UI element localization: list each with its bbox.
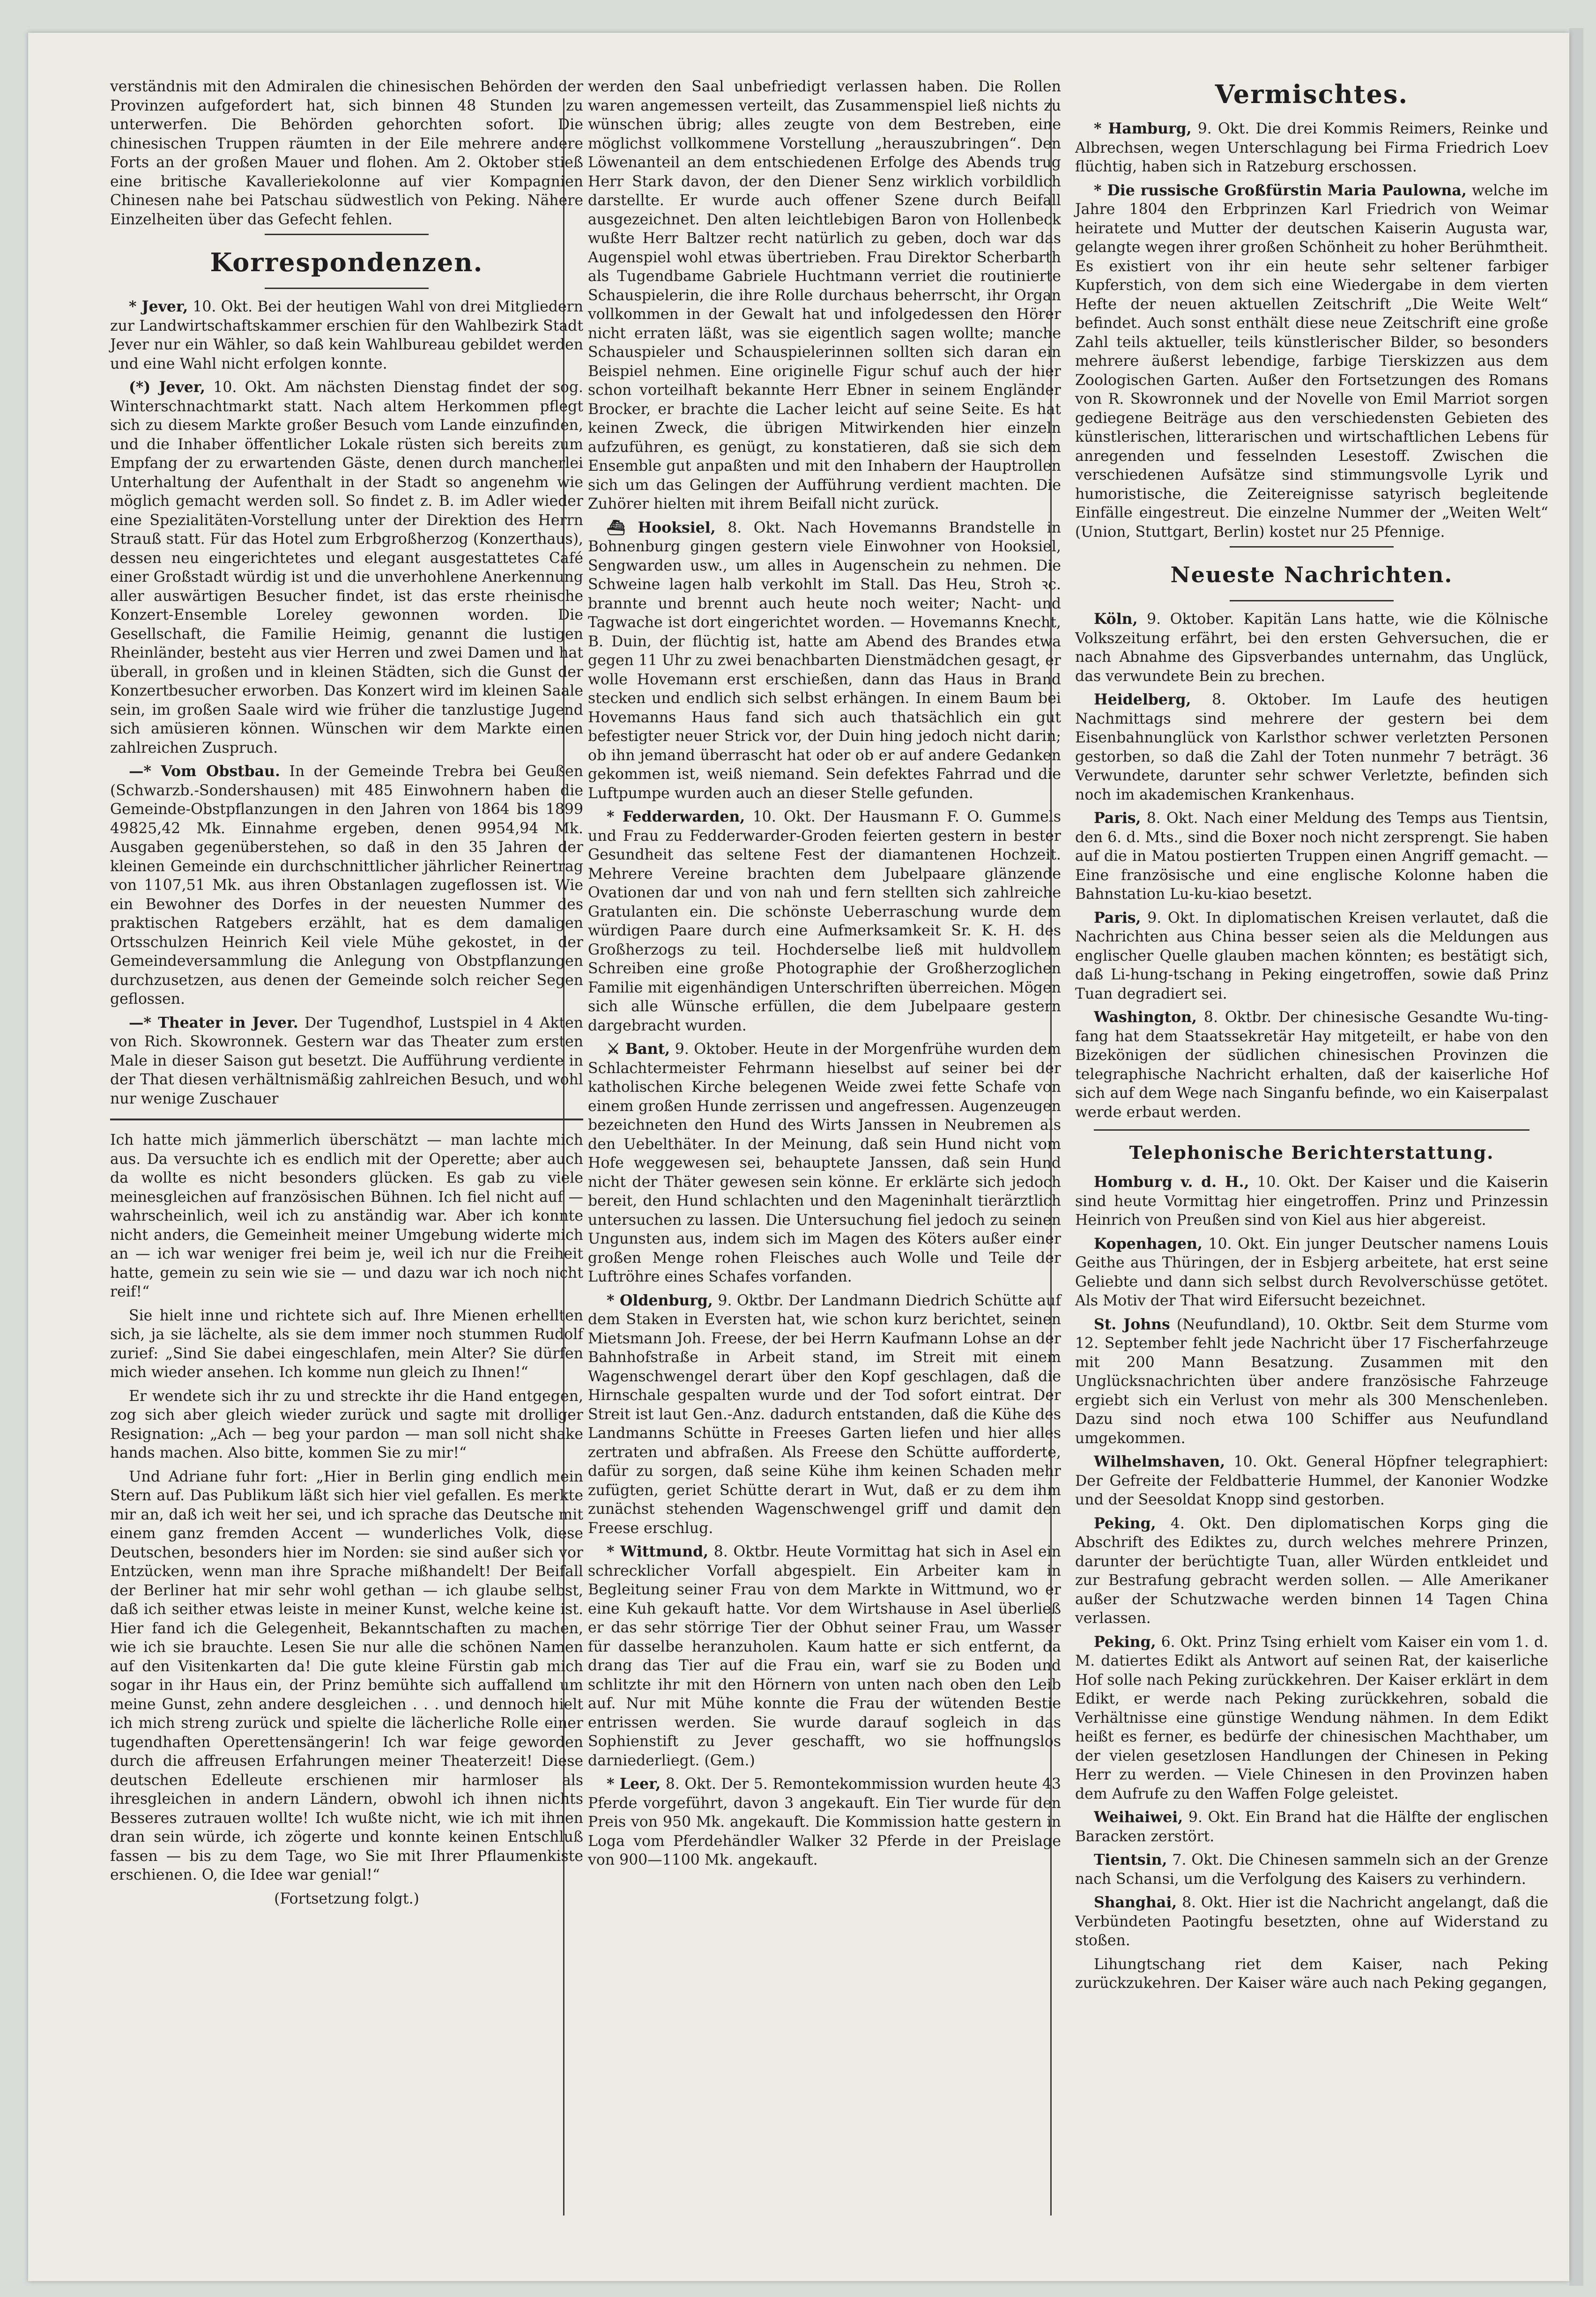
news-item: [1075, 1235, 1548, 1311]
news-item-head: ⚔ Bant,: [607, 1040, 670, 1058]
news-item-text: 4. Okt. Den diplomatischen Korps ging die Abschrift des Ediktes zu, durch welches mehrere Prinzen, darunter der berüchtigte Tuan, aller Würden entkleidet und zur Bestrafung gebracht werden sollen. — Alle Amerikaner außer der Schutzwache werden binnen 14 Tagen China verlassen.: [1075, 1515, 1549, 1627]
news-item-head: —* Theater in Jever.: [129, 1014, 298, 1031]
news-item-text: 8. Oktober. Im Laufe des heutigen Nachmittags sind mehrere der gestern bei dem Eisenbahnunglück von Karlsthor schwer verletzten Personen gestorben, so daß die Zahl der Toten nunmehr 7 beträgt. 36 Verwundete, darunter sehr schwer Verletzte, befinden sich noch im akademischen Krankenhaus.: [1075, 691, 1548, 803]
news-item-head: Tientsin,: [1094, 1851, 1167, 1868]
news-item: [1075, 1808, 1548, 1846]
section-heading: Telephonische Berichterstattung.: [1129, 1142, 1494, 1163]
section-rule: [1230, 600, 1394, 601]
news-item-text: 10. Okt. Ein junger Deutscher namens Louis Geithe aus Thüringen, der in Esbjerg arbeitete, hat erst seine Geliebte und dann sich selbst durch Revolverschüsse getötet. Als Motiv der That wird Eifersucht bezeichnet.: [1075, 1235, 1548, 1309]
news-item-text: 10. Okt. Der Hausmann F. O. Gummels und Frau zu Fedderwarder-Groden feierten gestern in bester Gesundheit das seltene Fest der diamantenen Hochzeit. Mehrere Vereine brachten dem Jubelpaare glänzende Ovationen dar und von nah und fern stellten sich zahlreiche Gratulanten ein. Die schönste Ueberraschung wurde dem würdigen Paare durch eine Aufmerksamkeit Sr. K. H. des Großherzogs zu teil. Hochderselbe ließ mit huldvollem Schreiben eine große Photographie der Großherzoglichen Familie mit eigenhändigen Unterschriften überreichen. Mögen sich alle Wünsche erfüllen, die dem Jubelpaare gestern dargebracht wurden.: [588, 808, 1062, 1034]
news-item-head: * Oldenburg,: [607, 1291, 713, 1309]
news-item-head: * Die russische Großfürstin Maria Paulowna,: [1094, 181, 1467, 199]
news-item: [1075, 1851, 1548, 1889]
section-rule: [1094, 1129, 1529, 1131]
news-item-text: welche im Jahre 1804 den Erbprinzen Karl Friedrich von Weimar heiratete und Mutter der deutschen Kaiserin Augusta war, gelangte wegen ihrer großen Schönheit zu hoher Berühmtheit. Es existiert von ihr ein heute sehr seltener farbiger Kupferstich, von dem sich eine Wiedergabe in dem vierten Hefte der neuen aktuellen Zeitschrift „Die Weite Welt“ befindet. Auch sonst enthält diese neue Zeitschrift eine große Zahl teils aktueller, teils künstlerischer Bilder, so besonders mehrere äußerst lebendige, farbige Tierskizzen aus dem Zoologischen Garten. Außer den Fortsetzungen des Romans von R. Skowronnek und der Novelle von Emil Marriot sorgen gediegene Beiträge aus den verschiedensten Gebieten des künstlerischen, litterarischen und wirtschaftlichen Lebens für anregenden und fesselnden Lesestoff. Zwischen die verschiedenen Aufsätze sind stimmungsvolle Lyrik und humoristische, die Zeitereignisse satyrisch begleitende Einfälle eingestreut. Die einzelne Nummer der „Weiten Welt“ (Union, Stuttgart, Berlin) kostet nur 25 Pfennige.: [1075, 182, 1549, 541]
news-item: [588, 1291, 1061, 1538]
news-item: [588, 1542, 1061, 1770]
news-item-head: Paris,: [1094, 909, 1141, 926]
news-item-head: St. Johns: [1094, 1315, 1170, 1333]
section-rule: [1230, 546, 1394, 548]
newspaper-page: [28, 33, 1569, 2281]
news-item-head: Weihaiwei,: [1094, 1808, 1183, 1826]
column-3: [1075, 77, 1548, 1998]
news-item-head: Peking,: [1094, 1514, 1156, 1532]
news-item: [110, 1014, 583, 1109]
section-heading: Vermischtes.: [1215, 79, 1409, 109]
news-item-head: Wilhelmshaven,: [1094, 1453, 1225, 1470]
news-item: [1075, 909, 1548, 1004]
news-item: [1075, 610, 1548, 686]
news-item: [110, 297, 583, 373]
column-1: [110, 77, 583, 1913]
news-item-text: 8. Okt. Nach Hovemanns Brandstelle in Bohnenburg gingen gestern viele Einwohner von Hooksiel, Sengwarden usw., um alles in Augenschein zu nehmen. Die Schweine lagen halb verkohlt im Stall. Das Heu, Stroh ꝛc. brannte und brennt auch heute noch weiter; Nacht- und Tagwache ist dort eingerichtet worden. — Hovemanns Knecht, B. Duin, der flüchtig ist, hatte am Abend des Brandes etwa gegen 11 Uhr zu zwei benachbarten Dienstmädchen gesagt, er wolle Hovemann erst erschießen, dann das Haus in Brand stecken und endlich sich selbst erhängen. In einem Baum bei Hovemanns Haus fand sich auch thatsächlich ein gut befestigter neuer Strick vor, der Duin hing jedoch nicht darin; ob ihn jemand überrascht hat oder ob er auf andere Gedanken gekommen ist, weiß niemand. Sein defektes Fahrrad und die Luftpumpe wurden auch an dieser Stelle gefunden.: [588, 519, 1061, 802]
news-item-text: 9. Oktober. Kapitän Lans hatte, wie die Kölnische Volkszeitung erfährt, bei den ersten Gehversuchen, die er nach Abnahme des Gipsverbandes unternahm, das Unglück, das verwundete Bein zu brechen.: [1075, 611, 1548, 685]
news-item-head: Paris,: [1094, 809, 1141, 827]
continuation-note: (Fortsetzung folgt.): [274, 1890, 419, 1907]
section-rule: [265, 234, 429, 235]
news-item-head: * Hamburg,: [1094, 120, 1192, 137]
news-item: [110, 762, 583, 1009]
news-item-head: * Leer,: [607, 1775, 661, 1793]
section-rule: [265, 288, 429, 289]
news-item-text: 10. Okt. General Höpfner telegraphiert: Der Gefreite der Feldbatterie Hummel, der Kanonier Wodzke und der Seesoldat Knopp sind gestorben.: [1075, 1453, 1549, 1508]
news-item: [588, 808, 1061, 1035]
news-item-head: Köln,: [1094, 610, 1138, 628]
news-item-head: Washington,: [1094, 1008, 1197, 1026]
news-item-text: In der Gemeinde Trebra bei Geußen (Schwarzb.-Sondershausen) mit 485 Einwohnern haben die Gemeinde-Obstpflanzungen in den Jahren von 1864 bis 1899 49825,42 Mk. Einnahme ergeben, denen 9954,94 Mk. Ausgaben gegenüberstehen, so daß in den 35 Jahren der kleinen Gemeinde ein durchschnittlicher jährlicher Reinertrag von 1107,51 Mk. aus ihren Obstanlagen zugeflossen ist. Wie ein Bewohner des Dorfes in der neuesten Nummer des praktischen Ratgebers erzählt, hat es dem damaligen Ortsschulzen Heinrich Keil viele Mühe gekostet, in der Gemeindeversammlung die Anlegung von Obstpflanzungen durchzusetzen, aus denen der Gemeinde solch reicher Segen geflossen.: [110, 763, 584, 1008]
news-item-text: 8. Oktbr. Der chinesische Gesandte Wu-ting-fang hat dem Staatssekretär Hay mitgeteilt, er habe von den Bizekönigen der südlichen chinesischen Provinzen die telegraphische Nachricht erhalten, daß der kaiserliche Hof sich auf dem Wege nach Singanfu befinde, wo ein Kaiserpalast werde erbaut werden.: [1075, 1009, 1548, 1121]
news-item: [110, 378, 583, 757]
section-heading: Korrespondenzen.: [210, 247, 483, 277]
news-item-text: 8. Okt. Der 5. Remontekommission wurden heute 43 Pferde vorgeführt, davon 3 angekauft. Ein Tier wurde für den Preis von 950 Mk. angekauft. Die Kommission hatte gestern in Loga vom Pferdehändler Walker 32 Pferde in der Preislage von 900—1100 Mk. angekauft.: [588, 1776, 1061, 1868]
page-edge: [1569, 28, 1583, 2286]
news-item: [588, 1775, 1061, 1870]
news-item-text: 9. Okt. In diplomatischen Kreisen verlautet, daß die Nachrichten aus China besser seien als die Meldungen aus englischer Quelle glauben machen könnten; es bestätigt sich, daß Li-hung-tschang in Peking eingetroffen, sowie daß Prinz Tuan degradiert sei.: [1075, 909, 1549, 1002]
news-item-head: Shanghai,: [1094, 1894, 1177, 1911]
news-item: [1075, 690, 1548, 804]
news-item-head: Kopenhagen,: [1094, 1235, 1203, 1252]
news-item-text: (Neufundland), 10. Oktbr. Seit dem Sturme vom 12. September fehlt jede Nachricht über 17 Fischerfahrzeuge mit 200 Mann Besatzung. Zusammen mit den Unglücksnachrichten über andere französische Fahrzeuge ergiebt sich ein Verlust von mehr als 300 Menschenleben. Dazu sind noch etwa 100 Schiffer aus Neufundland umgekommen.: [1075, 1316, 1548, 1447]
news-item-text: Der Tugendhof, Lustspiel in 4 Akten von Rich. Skowronnek. Gestern war das Theater zum ersten Male in dieser Saison gut besetzt. Die Aufführung verdiente in der That diesen verhältnismäßig zahlreichen Besuch, und wohl nur wenige Zuschauer: [110, 1014, 583, 1107]
news-item-head: * Wittmund,: [607, 1543, 709, 1560]
news-item-text: 10. Okt. Am nächsten Dienstag findet der sog. Winterschnachtmarkt statt. Nach altem Herkommen pflegt sich zu diesem Markte großer Besuch vom Lande einzufinden, und die Inhaber öffentlicher Lokale rüsten sich bereits zum Empfang der zu erwartenden Gäste, denen durch mancherlei Unterhaltung der Aufenthalt in der Stadt so angenehm wie möglich gemacht werden soll. So findet z. B. im Adler wieder eine Spezialitäten-Vorstellung unter der Direktion des Herrn Strauß statt. Für das Hotel zum Erbgroßherzog (Konzerthaus), dessen neu eingerichtetes und elegant ausgestattetes Café einer Großstadt würdig ist und die unverhohlene Anerkennung aller auswärtigen Besucher findet, ist das erste rheinische Konzert-Ensemble Loreley gewonnen worden. Die Gesellschaft, die Familie Heimig, genannt die lustigen Rheinländer, besteht aus vier Herren und zwei Damen und hat überall, in großen und in kleinen Städten, sich die Gunst der Konzertbesucher erworben. Das Konzert wird im kleinen Saale sein, im großen Saale wird wie früher die tanzlustige Jugend sich amüsieren können. Wünschen wir dem Markte einen zahlreichen Zuspruch.: [110, 379, 583, 756]
news-item: [1075, 1315, 1548, 1448]
news-item-text: 6. Okt. Prinz Tsing erhielt vom Kaiser ein vom 1. d. M. datiertes Edikt als Antwort auf seinen Rat, der kaiserliche Hof solle nach Peking zurückkehren. Der Kaiser erklärt in dem Edikt, er werde nach Peking zurückkehren, sobald die Verhältnisse eine günstige Wendung nähmen. In dem Edikt heißt es ferner, es bedürfe der chinesischen Machthaber, um der vielen gesetzlosen Handlungen der Chinesen in Peking Herr zu werden. — Viele Chinesen in den Provinzen haben dem Aufrufe zu den Waffen Folge geleistet.: [1075, 1633, 1548, 1802]
news-item: [1075, 1173, 1548, 1230]
news-item-head: —* Vom Obstbau.: [129, 763, 280, 780]
news-item: [1075, 1893, 1548, 1950]
news-item-head: (*) Jever,: [129, 378, 206, 396]
feuilleton-rule: [110, 1119, 583, 1120]
news-item-head: Homburg v. d. H.,: [1094, 1173, 1249, 1191]
news-item-text: 9. Oktober. Heute in der Morgenfrühe wurden dem Schlachtermeister Fehrmann hieselbst auf seiner bei der katholischen Kirche belegenen Weide zwei fette Schafe von einem großen Hunde zerrissen und angefressen. Augenzeugen bezeichneten den Hund des Wirts Janssen in Neubremen als den Uebelthäter. In der Meinung, daß sein Hund nicht vom Hofe weggewesen sei, behauptete Janssen, daß sein Hund nicht der Thäter gewesen sein könne. Er erklärte sich jedoch bereit, den Hund schlachten und den Mageninhalt tierärztlich untersuchen zu lassen. Die Untersuchung fiel jedoch zu seinen Ungunsten aus, indem sich im Magen des Köters außer einer großen Menge rohen Fleisches auch Wolle und Teile der Luftröhre eines Schafes vorfanden.: [588, 1041, 1061, 1285]
news-item-head: ⛴ Hooksiel,: [607, 519, 716, 536]
news-item: [1075, 1633, 1548, 1804]
news-item-text: 7. Okt. Die Chinesen sammeln sich an der Grenze nach Schansi, um die Verfolgung des Kaisers zu verhindern.: [1075, 1852, 1549, 1888]
feuilleton-paragraph: Sie hielt inne und richtete sich auf. Ihre Mienen erhellten sich, ja sie lächelte, als sie dem immer noch stummen Rudolf zurief: „Sind Sie dabei eingeschlafen, mein Alter? Sie dürfen mich wieder ansehen. Ich komme nun gleich zu Ihnen!“: [110, 1307, 583, 1381]
feuilleton-paragraph: Und Adriane fuhr fort: „Hier in Berlin ging endlich mein Stern auf. Das Publikum läßt sich hier viel gefallen. Es merkte mir an, daß ich weit her sei, und ich sprache das Deutsche mit einem ganz fremden Accent — wunderliches Volk, diese Deutschen, besonders hier im Norden: sie sind außer sich vor Entzücken, wenn man ihre Sprache mißhandelt! Der Beifall der Berliner hat mir sehr wohl gethan — ich glaube selbst, daß ich seither etwas leiste in meiner Kunst, welche keine ist. Hier fand ich die Gelegenheit, Bekanntschaften zu machen, wie ich sie brauchte. Lesen Sie nur alle die schönen Namen auf den Visitenkarten da! Die gute kleine Fürstin gab mich sogar in ihr Haus ein, der Prinz bemühte sich auffallend um meine Gunst, zehn andere desgleichen . . . und dennoch hielt ich mich streng zurück und spielte die lächerliche Rolle einer tugendhaften Operettensängerin! Ich war feige geworden durch die affreusen Erfahrungen meiner Theaterzeit! Diese deutschen Edelleute erschienen mir harmloser als ihresgleichen in andern Ländern, obwohl ich ihnen nichts Besseres zutrauen wollte! Ich wußte nicht, wie ich mit ihnen dran sein würde, ich zögerte und konnte keinen Entschluß fassen — bis zu dem Tage, wo Sie mit Ihrer Pflaumenkiste erschienen. O, die Idee war genial!“: [110, 1468, 583, 1883]
news-item-head: Peking,: [1094, 1633, 1156, 1651]
news-item: [1075, 809, 1548, 904]
news-item-text: 8. Oktbr. Heute Vormittag hat sich in Asel ein schrecklicher Vorfall abgespielt. Ein Arbeiter kam in Begleitung seiner Frau von dem Markte in Wittmund, wo er eine Kuh gekauft hatte. Vor dem Wirtshause in Asel überließ er das sehr störrige Tier der Obhut seiner Frau, um Wasser für dasselbe heranzuholen. Kaum hatte er sich entfernt, da drang das Tier auf die Frau ein, warf sie zu Boden und schlitzte ihr mit den Hörnern von unten nach oben den Leib auf. Nur mit Mühe konnte die Frau der wütenden Bestie entrissen werden. Sie wurde darauf sogleich in das Sophienstift zu Jever geschafft, wo sie hoffnungslos darniederliegt. (Gem.): [588, 1543, 1061, 1769]
article-continuation: verständnis mit den Admiralen die chinesischen Behörden der Provinzen aufgefordert hat, sich binnen 48 Stunden zu unterwerfen. Die Behörden gehorchten sofort. Die chinesischen Truppen räumten in der Eile mehrere andere Forts an der großen Mauer und flohen. Am 2. Oktober stieß eine britische Kavalleriekolonne auf vier Kompagnien Chinesen nahe bei Patschau südwestlich von Peking. Nähere Einzelheiten über das Gefecht fehlen.: [110, 78, 583, 228]
section-heading: Neueste Nachrichten.: [1170, 562, 1453, 587]
news-item: [1075, 181, 1548, 542]
news-item: [588, 1040, 1061, 1287]
news-item: [1075, 1514, 1548, 1628]
news-item: [1075, 1452, 1548, 1510]
news-item-text: 10. Okt. Der Kaiser und die Kaiserin sind heute Vormittag hier eingetroffen. Prinz und Prinzessin Heinrich von Preußen sind von Kiel aus hier abgereist.: [1075, 1174, 1549, 1229]
column-2: [588, 77, 1061, 1875]
feuilleton-paragraph: Ich hatte mich jämmerlich überschätzt — man lachte mich aus. Da versuchte ich es endlich mit der Operette; aber auch da wollte es nicht besonders glücken. Es gab zu viele meinesgleichen auf französischen Bühnen. Ich fiel nicht auf — wahrscheinlich, weil ich zu anständig war. Aber ich konnte nicht anders, die Gemeinheit meiner Umgebung widerte mich an — ich war weniger frei beim je, weil ich nur die Freiheit hatte, gemein zu sein wie sie — und dazu war ich noch nicht reif!“: [110, 1132, 583, 1300]
news-item-continued: Lihungtschang riet dem Kaiser, nach Peking zurückzukehren. Der Kaiser wäre auch nach Peking gegangen,: [1075, 1956, 1548, 1992]
news-item-text: 9. Okt. Die drei Kommis Reimers, Reinke und Albrechsen, wegen Unterschlagung bei Firma Friedrich Loev flüchtig, haben sich in Ratzeburg erschossen.: [1075, 120, 1549, 175]
news-item-head: * Jever,: [129, 298, 188, 315]
news-item-text: 8. Okt. Nach einer Meldung des Temps aus Tientsin, den 6. d. Mts., sind die Boxer noch nicht zersprengt. Sie haben auf die in Matou postierten Truppen einen Angriff gemacht. — Eine französische und eine englische Kolonne haben die Bahnstation Lu-ku-kiao besetzt.: [1075, 810, 1548, 903]
news-item-text: 9. Oktbr. Der Landmann Diedrich Schütte auf dem Staken in Eversten hat, wie schon kurz berichtet, seinen Mietsmann Joh. Freese, der bei Herrn Kaufmann Lohse an der Bahnhofstraße in Arbeit stand, im Streit mit einem Wagenschwengel derart über den Kopf geschlagen, daß die Hirnschale gespalten wurde und der Tod sofort eintrat. Der Streit ist laut Gen.-Anz. dadurch entstanden, daß die Kühe des Landmanns Schütte in Freeses Garten liefen und hier alles zertraten und abfraßen. Als Freese den Schütte aufforderte, dafür zu sorgen, daß seine Kühe ihm keinen Schaden mehr zufügten, geriet Schütte derart in Wut, daß er zu dem ihm zunächst stehenden Wagenschwengel griff und damit den Freese erschlug.: [588, 1292, 1062, 1537]
news-item-head: Heidelberg,: [1094, 691, 1191, 708]
news-item: [1075, 1008, 1548, 1122]
news-item: [588, 519, 1061, 803]
news-item-text: 10. Okt. Bei der heutigen Wahl von drei Mitgliedern zur Landwirtschaftskammer erschien für den Wahlbezirk Stadt Jever nur ein Wähler, so daß kein Wahlbureau gebildet werden und eine Wahl nicht erfolgen konnte.: [110, 298, 583, 372]
news-item-text: 8. Okt. Hier ist die Nachricht angelangt, daß die Verbündeten Paotingfu besetzten, ohne auf Widerstand zu stoßen.: [1075, 1894, 1548, 1949]
news-item-head: * Fedderwarden,: [607, 808, 745, 825]
news-item-text: 9. Okt. Ein Brand hat die Hälfte der englischen Baracken zerstört.: [1075, 1809, 1549, 1845]
feuilleton-paragraph: Er wendete sich ihr zu und streckte ihr die Hand entgegen, zog sich aber gleich wieder zurück und sagte mit drolliger Resignation: „Ach — beg your pardon — man soll nicht shake hands machen. Also bitte, kommen Sie zu mir!“: [110, 1387, 583, 1461]
article-continuation: werden den Saal unbefriedigt verlassen haben. Die Rollen waren angemessen verteilt, das Zusammenspiel ließ nichts zu wünschen übrig; alles zeugte von dem Bestreben, eine möglichst vollkommene Vorstellung „herauszubringen“. Den Löwenanteil an dem entschiedenen Erfolge des Abends trug Herr Stark davon, der den Diener Senz wirklich vorbildlich darstellte. Er wurde auch offener Szene durch Beifall ausgezeichnet. Den alten leichtlebigen Baron von Hollenbeck wußte Herr Baltzer recht natürlich zu geben, doch war das Augenspiel wohl etwas übertrieben. Frau Direktor Scherbarth als Tugendbame Gabriele Huchtmann verriet die routinierte Schauspielerin, die ihre Rolle durchaus beherrscht, ihr Organ vollkommen in der Gewalt hat und infolgedessen den Hörer nicht erraten läßt, was sie eigentlich sagen wollte; manche Schauspieler und Schauspielerinnen sollten sich daran ein Beispiel nehmen. Eine originelle Figur schuf auch der hier schon vorteilhaft bekannte Herr Ebner in seinem Engländer Brocker, er brachte die Lacher leicht auf seine Seite. Es hat keinen Zweck, die übrigen Mitwirkenden hier einzeln aufzuführen, es genügt, zu konstatieren, daß sie sich dem Ensemble gut anpaßten und mit den Inhabern der Hauptrollen sich um das Gelingen der Aufführung verdient machten. Die Zuhörer hielten mit ihrem Beifall nicht zurück.: [588, 78, 1061, 512]
news-item: [1075, 119, 1548, 177]
